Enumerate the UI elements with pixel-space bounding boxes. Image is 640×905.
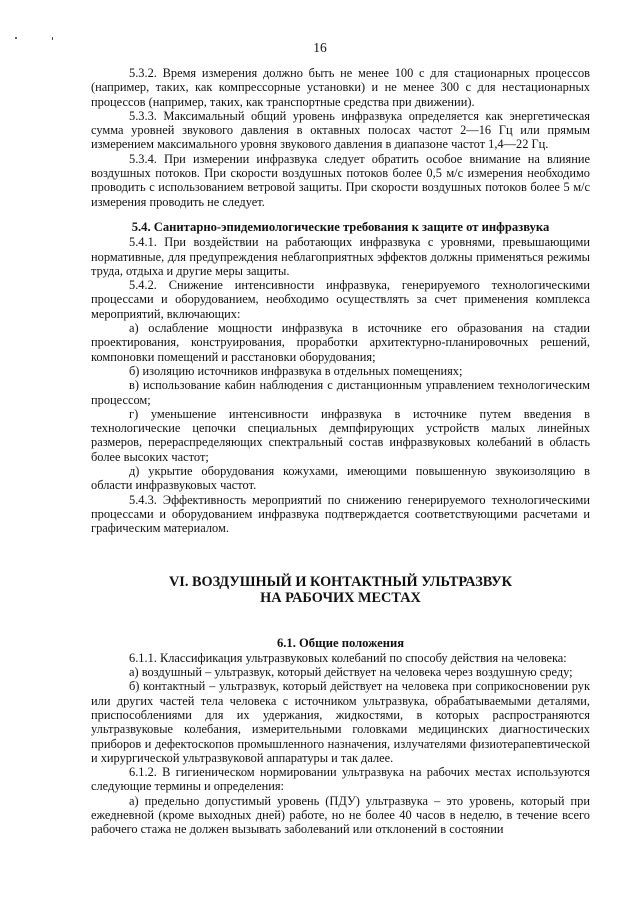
list-item-b: б) изоляцию источников инфразвука в отдельных помещениях; bbox=[129, 363, 463, 378]
scan-speck bbox=[15, 37, 17, 39]
section-5-4-title: 5.4. Санитарно-эпидемиологические требования к защите от инфразвука bbox=[131, 219, 550, 234]
section-6-1-title: 6.1. Общие положения bbox=[276, 635, 405, 650]
chapter-title bbox=[91, 574, 590, 606]
paragraph-6-1-2: 6.1.2. В гигиеническом нормировании ультразвука на рабочих местах используются следующие термины и определения: bbox=[91, 765, 590, 794]
paragraph-5-3-2: 5.3.2. Время измерения должно быть не менее 100 с для стационарных процессов (например, таких, как компрессорные установки) и не менее 300 с для нестационарных процессов (например, таких, как транспортные средства при движении). bbox=[91, 66, 590, 109]
list-item-d: д) укрытие оборудования кожухами, имеющими повышенную звукоизоляцию в области инфразвуковых частот. bbox=[91, 464, 590, 493]
list-item-v: в) использование кабин наблюдения с дистанционным управлением технологическим процессом; bbox=[91, 378, 590, 407]
list-item-g: г) уменьшение интенсивности инфразвука в источнике путем введения в технологические цепочки специальных демпфирующих устройств малых линейных размеров, перераспределяющих спектральный состав инфразвуковых колебаний в область более высоких частот; bbox=[91, 406, 590, 464]
list-item-a: а) ослабление мощности инфразвука в источнике его образования на стадии проектирования, конструирования, проработки архитектурно-планировочных решений, компоновки помещений и расстановки оборудования; bbox=[91, 321, 590, 364]
list-item-b-contact: б) контактный – ультразвук, который действует на человека при соприкосновении рук или других частей тела человека с источником ультразвука, обрабатываемыми деталями, приспособлениями для их удержания, жидкостями, в которых распространяются ультразвуковые колебания, измерительными головками медицинских диагностических приборов и дефектоскопов промышленного назначения, излучателями физиотерапевтической и хирургической ультразвуковой аппаратуры и так далее. bbox=[91, 679, 590, 765]
paragraph-5-4-2: 5.4.2. Снижение интенсивности инфразвука, генерируемого технологическими процессами и оборудованием, необходимо осуществлять за счет применения комплекса мероприятий, включающих: bbox=[91, 278, 590, 321]
paragraph-5-3-3: 5.3.3. Максимальный общий уровень инфразвука определяется как энергетическая сумма уровней звукового давления в октавных полосах частот 2—16 Гц или прямым измерением максимального уровня звукового давления в диапазоне частот 1,4—22 Гц. bbox=[91, 108, 590, 152]
paragraph-5-3-4: 5.3.4. При измерении инфразвука следует обратить особое внимание на влияние воздушных потоков. При скорости воздушных потоков более 0,5 м/с измерения необходимо проводить с использованием ветровой защиты. При скорости воздушных потоков более 5 м/с измерения проводить не следует. bbox=[91, 151, 590, 209]
page-number: 16 bbox=[313, 40, 327, 55]
list-item-a-airborne: а) воздушный – ультразвук, который действует на человека через воздушную среду; bbox=[129, 665, 573, 680]
chapter-title-line-2: НА РАБОЧИХ МЕСТАХ bbox=[260, 589, 421, 606]
document-body bbox=[91, 66, 590, 837]
list-item-a-pdu: а) предельно допустимый уровень (ПДУ) ультразвука – это уровень, который при ежедневной (кроме выходных дней) работе, но не более 40 часов в неделю, в течение всего рабочего стажа не должен вызывать заболеваний или отклонений в состоянии bbox=[91, 793, 590, 837]
chapter-title-line-1: VI. ВОЗДУШНЫЙ И КОНТАКТНЫЙ УЛЬТРАЗВУК bbox=[168, 573, 513, 590]
paragraph-5-4-1: 5.4.1. При воздействии на работающих инфразвука с уровнями, превышающими нормативные, для предупреждения неблагоприятных эффектов должны применяться режимы труда, отдыха и другие меры защиты. bbox=[91, 235, 590, 278]
paragraph-5-4-3: 5.4.3. Эффективность мероприятий по снижению генерируемого технологическими процессами и оборудованием инфразвука подтверждается соответствующими расчетами и графическим материалом. bbox=[91, 492, 590, 536]
paragraph-6-1-1: 6.1.1. Классификация ультразвуковых колебаний по способу действия на человека: bbox=[129, 650, 567, 665]
